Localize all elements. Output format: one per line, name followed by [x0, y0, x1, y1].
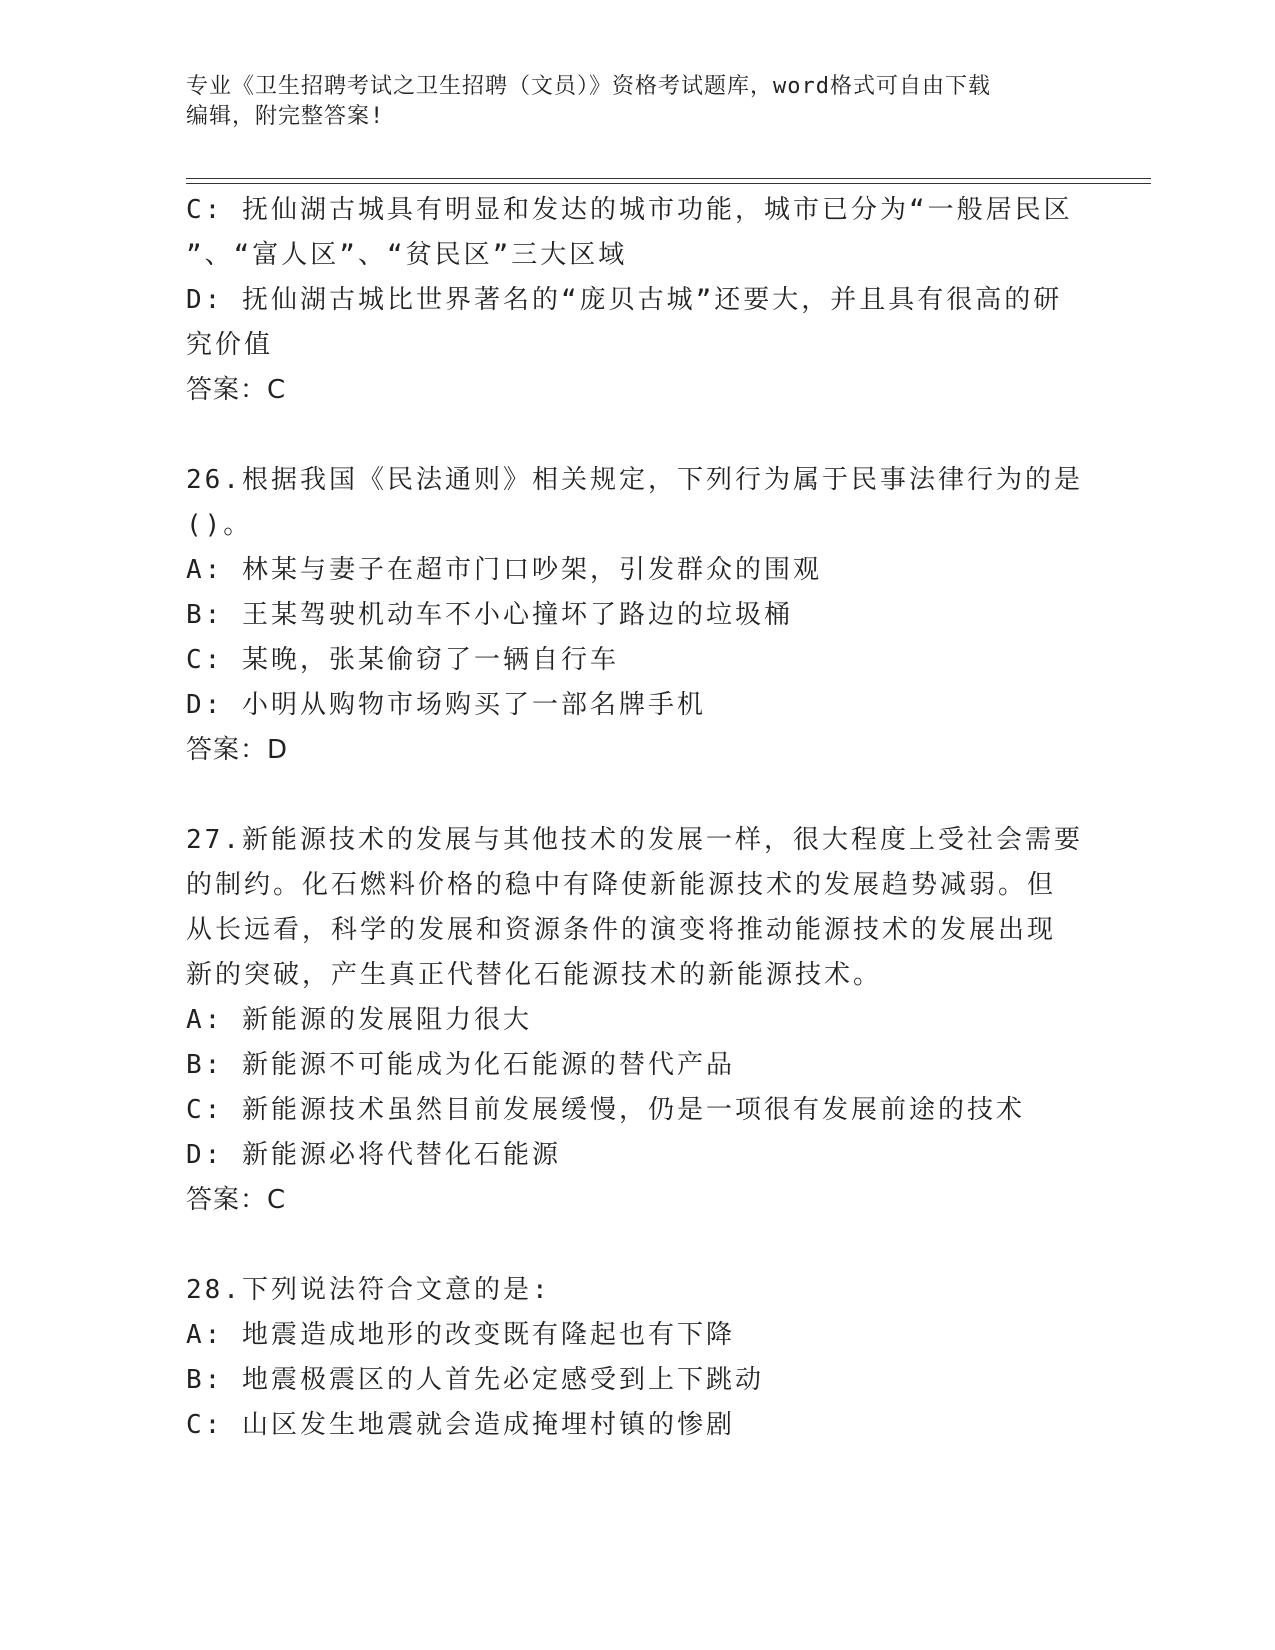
- q28-option-c: C: 山区发生地震就会造成掩埋村镇的惨剧: [186, 1410, 735, 1440]
- q26-answer: 答案：D: [186, 735, 289, 765]
- question-28: [186, 1268, 1066, 1448]
- q27-option-a: A: 新能源的发展阻力很大: [186, 1005, 532, 1035]
- header-rule-bottom: [186, 183, 1151, 184]
- header-line-2: 编辑，附完整答案!: [186, 104, 385, 129]
- header-line-1: 专业《卫生招聘考试之卫生招聘（文员）》资格考试题库，word格式可自由下载: [186, 74, 991, 99]
- q25-option-c-line-1: C: 抚仙湖古城具有明显和发达的城市功能，城市已分为“一般居民区: [186, 195, 1073, 225]
- q25-option-c-line-2: ”、“富人区”、“贫民区”三大区域: [186, 240, 628, 270]
- q28-stem-line-1: 28.下列说法符合文意的是:: [186, 1275, 551, 1305]
- q25-option-d-line-1: D: 抚仙湖古城比世界著名的“庞贝古城”还要大，并且具有很高的研: [186, 285, 1063, 315]
- q27-stem-line-2: 的制约。化石燃料价格的稳中有降使新能源技术的发展趋势减弱。但: [186, 870, 1057, 900]
- q26-option-b: B: 王某驾驶机动车不小心撞坏了路边的垃圾桶: [186, 600, 793, 630]
- document-header: [186, 72, 1066, 132]
- q27-answer: 答案：C: [186, 1185, 287, 1215]
- q26-stem-line-2: ()。: [186, 510, 253, 540]
- q26-stem-line-1: 26.根据我国《民法通则》相关规定，下列行为属于民事法律行为的是: [186, 465, 1083, 495]
- question-27: [186, 818, 1083, 1223]
- question-26: [186, 458, 1083, 773]
- q27-stem-line-4: 新的突破，产生真正代替化石能源技术的新能源技术。: [186, 960, 883, 990]
- q25-option-d-line-2: 究价值: [186, 330, 274, 360]
- q27-option-b: B: 新能源不可能成为化石能源的替代产品: [186, 1050, 735, 1080]
- q27-option-d: D: 新能源必将代替化石能源: [186, 1140, 561, 1170]
- q27-stem-line-3: 从长远看，科学的发展和资源条件的演变将推动能源技术的发展出现: [186, 915, 1057, 945]
- q28-option-b: B: 地震极震区的人首先必定感受到上下跳动: [186, 1365, 764, 1395]
- question-25: [186, 188, 1073, 413]
- q28-option-a: A: 地震造成地形的改变既有隆起也有下降: [186, 1320, 735, 1350]
- q26-option-c: C: 某晚，张某偷窃了一辆自行车: [186, 645, 619, 675]
- q26-option-a: A: 林某与妻子在超市门口吵架，引发群众的围观: [186, 555, 822, 585]
- q26-option-d: D: 小明从购物市场购买了一部名牌手机: [186, 690, 706, 720]
- question-content: [186, 188, 1083, 1448]
- q27-stem-line-1: 27.新能源技术的发展与其他技术的发展一样，很大程度上受社会需要: [186, 825, 1083, 855]
- q25-answer: 答案：C: [186, 375, 287, 405]
- q27-option-c: C: 新能源技术虽然目前发展缓慢，仍是一项很有发展前途的技术: [186, 1095, 1025, 1125]
- header-rule-top: [186, 178, 1151, 179]
